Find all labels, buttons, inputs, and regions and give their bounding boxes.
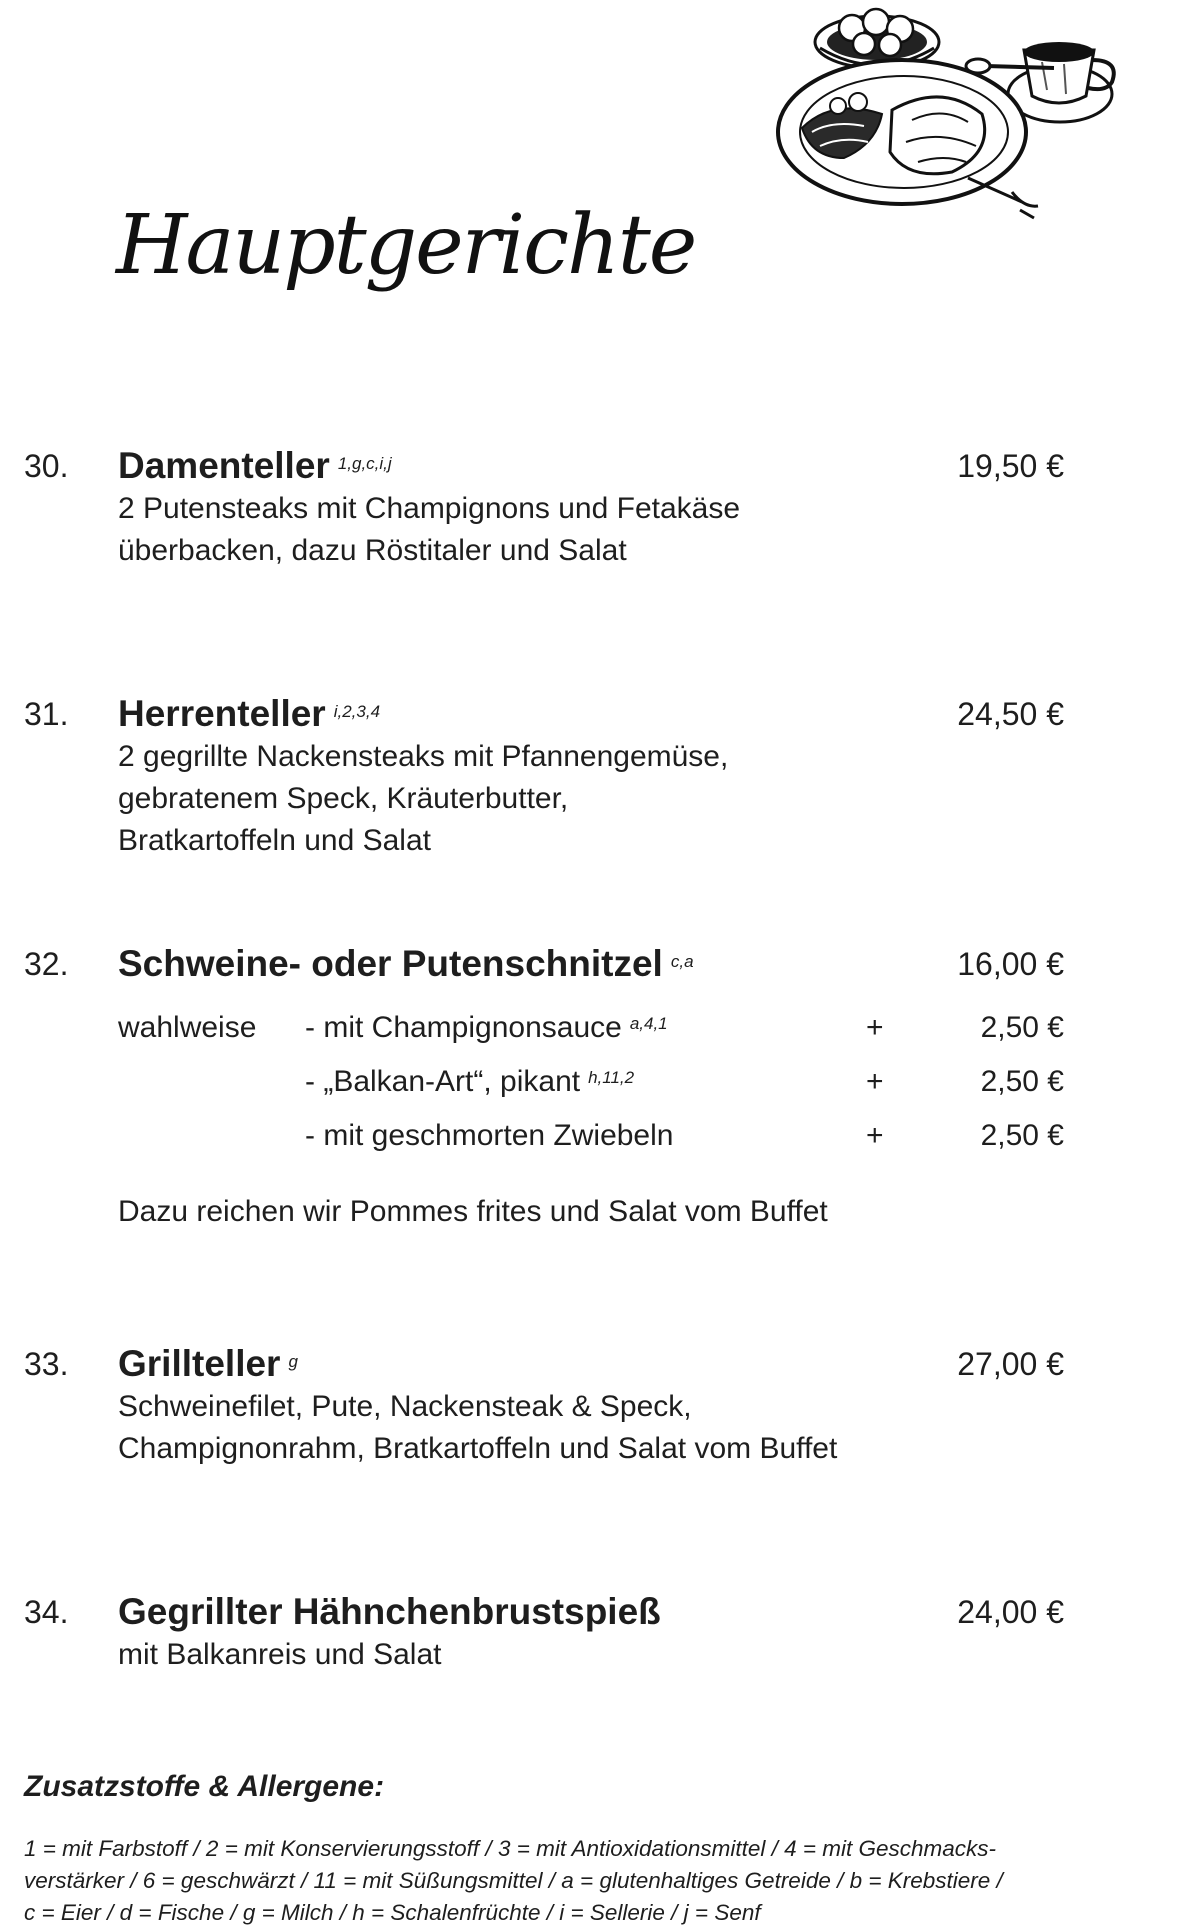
allergen-legend: 1 = mit Farbstoff / 2 = mit Konservierungsstoff / 3 = mit Antioxidationsmittel / 4 = mit Geschmacks- verstärker / 6 = geschwärzt / 11 = mit Süßungsmittel / a = glutenhaltiges Getreide / b = Krebstiere / c = Eier / d = Fische / g = Milch / h = Schalenfrüchte / i = Sellerie / j = Senf (24, 1836, 1003, 1925)
option-row (0, 1116, 1200, 1156)
item-name: Herrenteller $^{i,2,3,4}$ (118, 693, 381, 734)
option-allergens: h,11,2 (588, 1068, 635, 1087)
food-plates-illustration (772, 2, 1122, 224)
item-allergens: g (288, 1352, 298, 1371)
page-title: Hauptgerichte (116, 198, 696, 293)
item-price: 16,00 € (957, 946, 1064, 982)
option-price: 2,50 € (980, 1119, 1064, 1152)
item-name: Damenteller $^{1,g,c,i,j}$ (118, 445, 392, 486)
option-plus: + (866, 1011, 884, 1044)
item-name: Grillteller $^g$ (118, 1343, 298, 1384)
item-number: 32. (24, 946, 69, 982)
allergen-heading: Zusatzstoffe & Allergene: (24, 1770, 385, 1803)
item-number: 34. (24, 1594, 69, 1630)
item-number: 30. (24, 448, 69, 484)
option-row (0, 1008, 1200, 1048)
item-description: 2 gegrillte Nackensteaks mit Pfannengemüse, gebratenem Speck, Kräuterbutter, Bratkartoffeln und Salat (118, 740, 729, 857)
option-label: - mit geschmorten Zwiebeln (305, 1119, 674, 1152)
item-name: Schweine- oder Putenschnitzel $^{c,a}$ (118, 943, 694, 984)
item-note: Dazu reichen wir Pommes frites und Salat vom Buffet (118, 1195, 828, 1228)
options-prefix: wahlweise (118, 1011, 257, 1044)
option-price: 2,50 € (980, 1065, 1064, 1098)
option-label: - „Balkan-Art“, pikant $^{h,11,2}$ (305, 1065, 635, 1098)
item-number: 31. (24, 696, 69, 732)
item-price: 27,00 € (957, 1346, 1064, 1382)
option-row (0, 1062, 1200, 1102)
option-plus: + (866, 1065, 884, 1098)
item-description: mit Balkanreis und Salat (118, 1638, 442, 1671)
item-price: 24,00 € (957, 1594, 1064, 1630)
item-allergens: 1,g,c,i,j (337, 454, 392, 473)
item-description: 2 Putensteaks mit Champignons und Fetakäse überbacken, dazu Röstitaler und Salat (118, 492, 741, 567)
item-name: Gegrillter Hähnchenbrustspieß (118, 1591, 661, 1632)
option-label: - mit Champignonsauce $^{a,4,1}$ (305, 1011, 668, 1044)
item-description: Schweinefilet, Pute, Nackensteak & Speck, Champignonrahm, Bratkartoffeln und Salat vom Buffet (118, 1390, 838, 1465)
item-price: 19,50 € (957, 448, 1064, 484)
item-price: 24,50 € (957, 696, 1064, 732)
option-plus: + (866, 1119, 884, 1152)
option-price: 2,50 € (980, 1011, 1064, 1044)
item-number: 33. (24, 1346, 69, 1382)
item-allergens: i,2,3,4 (333, 702, 381, 721)
option-allergens: a,4,1 (629, 1014, 668, 1033)
item-allergens: c,a (670, 952, 694, 971)
